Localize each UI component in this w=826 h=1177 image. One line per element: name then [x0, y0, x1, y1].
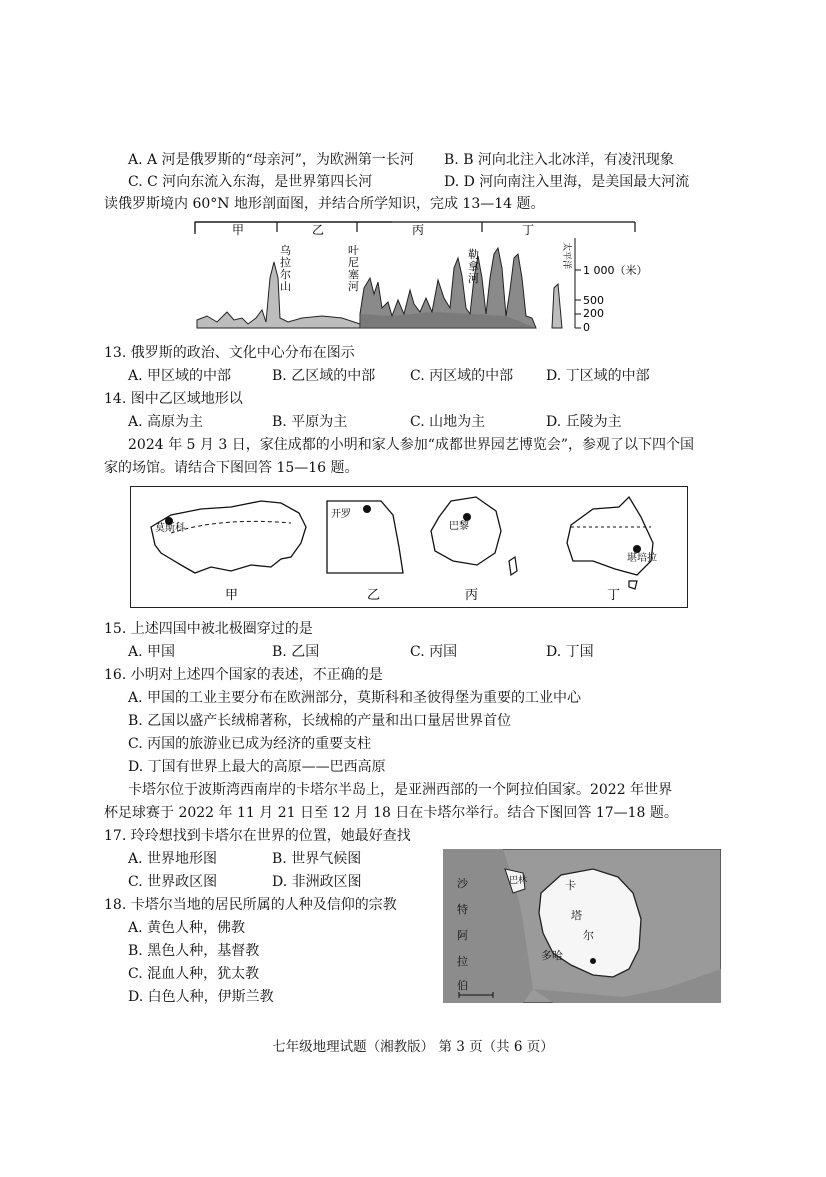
map-word-5: 伯 [457, 979, 468, 992]
q17-option-c: C. 世界政区图 [128, 874, 218, 890]
q17-stem: 17. 玲玲想找到卡塔尔在世界的位置，她最好查找 [104, 828, 411, 844]
map-label-bing: 丙 [465, 588, 479, 603]
q16-option-d: D. 丁国有世界上最大的高原——巴西高原 [128, 759, 386, 775]
q12-option-a: A. A 河是俄罗斯的“母亲河”，为欧洲第一长河 [128, 152, 414, 168]
scale-200: 200 [583, 307, 604, 320]
q12-option-b: B. B 河向北注入北冰洋，有凌汛现象 [444, 152, 674, 168]
q16-option-c: C. 丙国的旅游业已成为经济的重要支柱 [128, 736, 372, 752]
intro-17-18-line2: 杯足球赛于 2022 年 11 月 21 日至 12 月 18 日在卡塔尔举行。结合下图回答 17—18 题。 [104, 805, 678, 821]
q12-option-c: C. C 河向东流入东海，是世界第四长河 [128, 174, 373, 190]
bahrain-label: 巴林 [509, 876, 528, 886]
intro-13-14: 读俄罗斯境内 60°N 地形剖面图，并结合所学知识，完成 13—14 题。 [104, 196, 545, 212]
country-maps-figure [130, 486, 688, 608]
q13-option-b: B. 乙区域的中部 [272, 368, 376, 384]
q16-option-b: B. 乙国以盛产长绒棉著称，长绒棉的产量和出口量居世界首位 [128, 713, 512, 729]
label-ural-3: 尔 [280, 268, 291, 281]
map-label-jia: 甲 [225, 588, 239, 603]
qatar-word-3: 尔 [583, 929, 594, 942]
city-cairo: 开罗 [331, 509, 351, 520]
q18-option-d: D. 白色人种，伊斯兰教 [128, 989, 274, 1005]
map-word-1: 沙 [457, 877, 468, 890]
q18-stem: 18. 卡塔尔当地的居民所属的人种及信仰的宗教 [104, 897, 397, 913]
q15-stem: 15. 上述四国中被北极圈穿过的是 [104, 621, 313, 637]
q12-option-d: D. D 河向南注入里海，是美国最大河流 [444, 174, 690, 190]
q16-option-a: A. 甲国的工业主要分布在欧洲部分，莫斯科和圣彼得堡为重要的工业中心 [128, 690, 582, 706]
map-word-3: 阿 [457, 929, 468, 942]
map-label-ding: 丁 [607, 588, 621, 603]
q15-option-c: C. 丙国 [410, 644, 458, 660]
q13-option-c: C. 丙区域的中部 [410, 368, 514, 384]
q18-option-a: A. 黄色人种，佛教 [128, 920, 246, 936]
region-label-ding: 丁 [522, 223, 535, 237]
q15-option-d: D. 丁国 [546, 644, 594, 660]
terrain-profile-figure [192, 218, 642, 336]
intro-15-16-line1: 2024 年 5 月 3 日，家住成都的小明和家人参加“成都世界园艺博览会”，参观了以下四个国 [128, 437, 695, 453]
qatar-word-2: 塔 [571, 909, 582, 922]
q13-option-d: D. 丁区域的中部 [546, 368, 650, 384]
q18-option-b: B. 黑色人种，基督教 [128, 943, 260, 959]
label-yenisei-4: 河 [348, 280, 359, 293]
map-word-4: 拉 [457, 955, 468, 968]
doha-label: 多哈 [541, 949, 563, 962]
q14-option-c: C. 山地为主 [410, 414, 486, 430]
map-word-2: 特 [457, 903, 468, 916]
q17-option-b: B. 世界气候图 [272, 851, 362, 867]
pacific-label: 太平洋 [561, 242, 571, 270]
label-lena-2: 拿 [468, 260, 479, 273]
q14-option-a: A. 高原为主 [128, 414, 204, 430]
q18-option-c: C. 混血人种，犹太教 [128, 966, 260, 982]
q14-option-d: D. 丘陵为主 [546, 414, 622, 430]
region-label-bing: 丙 [412, 223, 425, 237]
scale-1000: 1 000（米） [583, 264, 642, 277]
label-ural-4: 山 [280, 280, 291, 293]
q14-stem: 14. 图中乙区域地形以 [104, 391, 243, 407]
scale-500: 500 [583, 294, 604, 307]
city-paris: 巴黎 [449, 521, 469, 532]
city-moscow: 莫斯科 [155, 523, 185, 534]
city-canberra: 堪培拉 [627, 553, 657, 564]
q13-stem: 13. 俄罗斯的政治、文化中心分布在图示 [104, 345, 355, 361]
page-footer: 七年级地理试题（湘教版） 第 3 页（共 6 页） [272, 1039, 554, 1055]
q17-option-d: D. 非洲政区图 [272, 874, 362, 890]
intro-15-16-line2: 家的场馆。请结合下图回答 15—16 题。 [104, 460, 359, 476]
label-lena-3: 河 [468, 272, 479, 285]
region-label-jia: 甲 [232, 223, 245, 237]
q13-option-a: A. 甲区域的中部 [128, 368, 232, 384]
intro-17-18-line1: 卡塔尔位于波斯湾西南岸的卡塔尔半岛上，是亚洲西部的一个阿拉伯国家。2022 年世界 [128, 782, 673, 798]
label-yenisei-2: 尼 [348, 256, 359, 269]
map-label-yi: 乙 [367, 588, 381, 603]
label-ural-1: 乌 [280, 244, 291, 257]
q15-option-b: B. 乙国 [272, 644, 320, 660]
label-lena-1: 勒 [468, 248, 479, 261]
label-yenisei-1: 叶 [348, 244, 359, 257]
qatar-word-1: 卡 [565, 879, 576, 892]
q17-option-a: A. 世界地形图 [128, 851, 218, 867]
qatar-map-figure [443, 849, 721, 1003]
q14-option-b: B. 平原为主 [272, 414, 348, 430]
scale-0: 0 [583, 321, 590, 334]
label-yenisei-3: 塞 [348, 268, 359, 281]
region-label-yi: 乙 [312, 223, 325, 237]
q16-stem: 16. 小明对上述四个国家的表述，不正确的是 [104, 667, 383, 683]
q15-option-a: A. 甲国 [128, 644, 176, 660]
label-ural-2: 拉 [280, 256, 291, 269]
